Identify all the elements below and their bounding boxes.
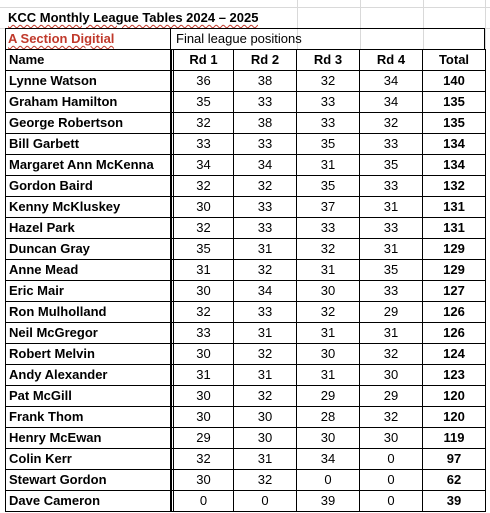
cell-rd2[interactable]: 0 [234, 491, 297, 511]
header-rd3[interactable]: Rd 3 [297, 50, 360, 70]
table-row [6, 449, 486, 470]
cell-rd4[interactable]: 29 [360, 386, 423, 406]
cell-total[interactable]: 129 [423, 239, 486, 259]
cell-rd1[interactable]: 32 [171, 449, 234, 469]
cell-rd4[interactable]: 33 [360, 176, 423, 196]
cell-rd2[interactable]: 33 [234, 92, 297, 112]
cell-rd2[interactable]: 30 [234, 407, 297, 427]
cell-total[interactable]: 127 [423, 281, 486, 301]
cell-rd1[interactable]: 30 [171, 197, 234, 217]
cell-rd4[interactable]: 0 [360, 470, 423, 490]
cell-total[interactable]: 132 [423, 176, 486, 196]
table-row [6, 260, 486, 281]
cell-rd2[interactable]: 38 [234, 113, 297, 133]
cell-total[interactable]: 131 [423, 218, 486, 238]
cell-rd2[interactable]: 32 [234, 386, 297, 406]
cell-rd4[interactable]: 33 [360, 281, 423, 301]
cell-rd4[interactable]: 32 [360, 344, 423, 364]
cell-rd1[interactable]: 30 [171, 344, 234, 364]
cell-rd2[interactable]: 34 [234, 281, 297, 301]
cell-rd2[interactable]: 32 [234, 344, 297, 364]
cell-rd1[interactable]: 30 [171, 281, 234, 301]
header-name[interactable]: Name [6, 50, 171, 70]
cell-rd4[interactable]: 34 [360, 92, 423, 112]
table-row [6, 155, 486, 176]
cell-rd3[interactable]: 30 [297, 281, 360, 301]
cell-name[interactable]: Colin Kerr [6, 449, 171, 469]
cell-total[interactable]: 140 [423, 71, 486, 91]
cell-total[interactable]: 126 [423, 323, 486, 343]
cell-rd4[interactable]: 32 [360, 113, 423, 133]
cell-total[interactable]: 134 [423, 155, 486, 175]
table-row [6, 197, 486, 218]
table-row [6, 386, 486, 407]
cell-rd2[interactable]: 31 [234, 365, 297, 385]
cell-rd3[interactable]: 30 [297, 344, 360, 364]
cell-rd4[interactable]: 31 [360, 239, 423, 259]
cell-rd1[interactable]: 30 [171, 470, 234, 490]
cell-rd1[interactable]: 0 [171, 491, 234, 511]
cell-rd3[interactable]: 32 [297, 71, 360, 91]
cell-rd3[interactable]: 33 [297, 92, 360, 112]
table-header-row [6, 50, 486, 71]
cell-rd3[interactable]: 37 [297, 197, 360, 217]
cell-total[interactable]: 135 [423, 92, 486, 112]
cell-rd1[interactable]: 35 [171, 239, 234, 259]
cell-name[interactable]: Stewart Gordon [6, 470, 171, 490]
cell-rd1[interactable]: 33 [171, 323, 234, 343]
cell-name[interactable]: Duncan Gray [6, 239, 171, 259]
cell-rd4[interactable]: 30 [360, 428, 423, 448]
cell-total[interactable]: 120 [423, 386, 486, 406]
cell-rd4[interactable]: 31 [360, 323, 423, 343]
cell-rd1[interactable]: 31 [171, 365, 234, 385]
table-row [6, 365, 486, 386]
table-row [6, 92, 486, 113]
cell-total[interactable]: 120 [423, 407, 486, 427]
cell-total[interactable]: 134 [423, 134, 486, 154]
cell-total[interactable]: 124 [423, 344, 486, 364]
cell-rd4[interactable]: 0 [360, 449, 423, 469]
cell-rd2[interactable]: 33 [234, 134, 297, 154]
cell-name[interactable]: Neil McGregor [6, 323, 171, 343]
cell-rd2[interactable]: 32 [234, 176, 297, 196]
cell-rd3[interactable]: 31 [297, 155, 360, 175]
cell-name[interactable]: Robert Melvin [6, 344, 171, 364]
cell-rd1[interactable]: 29 [171, 428, 234, 448]
cell-rd1[interactable]: 35 [171, 92, 234, 112]
cell-rd2[interactable]: 38 [234, 71, 297, 91]
cell-rd1[interactable]: 34 [171, 155, 234, 175]
cell-rd1[interactable]: 36 [171, 71, 234, 91]
cell-rd4[interactable]: 0 [360, 491, 423, 511]
cell-name[interactable]: Kenny McKluskey [6, 197, 171, 217]
cell-name[interactable]: Dave Cameron [6, 491, 171, 511]
cell-name[interactable]: Pat McGill [6, 386, 171, 406]
cell-rd3[interactable]: 33 [297, 218, 360, 238]
cell-rd3[interactable]: 31 [297, 323, 360, 343]
cell-rd4[interactable]: 30 [360, 365, 423, 385]
league-table [5, 49, 486, 512]
cell-total[interactable]: 39 [423, 491, 486, 511]
table-row [6, 470, 486, 491]
cell-name[interactable]: Hazel Park [6, 218, 171, 238]
cell-rd1[interactable]: 30 [171, 407, 234, 427]
table-row [6, 113, 486, 134]
cell-rd4[interactable]: 33 [360, 134, 423, 154]
cell-rd1[interactable]: 32 [171, 113, 234, 133]
cell-rd4[interactable]: 32 [360, 407, 423, 427]
header-rd1[interactable]: Rd 1 [171, 50, 234, 70]
cell-rd3[interactable]: 32 [297, 302, 360, 322]
header-total[interactable]: Total [423, 50, 486, 70]
cell-name[interactable]: Henry McEwan [6, 428, 171, 448]
cell-rd3[interactable]: 30 [297, 428, 360, 448]
cell-name[interactable]: Lynne Watson [6, 71, 171, 91]
table-row [6, 344, 486, 365]
cell-total[interactable]: 97 [423, 449, 486, 469]
cell-total[interactable]: 119 [423, 428, 486, 448]
cell-rd2[interactable]: 32 [234, 470, 297, 490]
cell-rd1[interactable]: 30 [171, 386, 234, 406]
cell-name[interactable]: George Robertson [6, 113, 171, 133]
cell-name[interactable]: Bill Garbett [6, 134, 171, 154]
title-row [0, 7, 490, 28]
cell-rd2[interactable]: 34 [234, 155, 297, 175]
section-label[interactable]: A Section Digitial [8, 31, 115, 46]
table-row [6, 491, 486, 512]
cell-rd3[interactable]: 31 [297, 260, 360, 280]
cell-name[interactable]: Andy Alexander [6, 365, 171, 385]
cell-name[interactable]: Frank Thom [6, 407, 171, 427]
cell-total[interactable]: 135 [423, 113, 486, 133]
table-row [6, 218, 486, 239]
cell-name[interactable]: Anne Mead [6, 260, 171, 280]
cell-rd3[interactable]: 32 [297, 239, 360, 259]
cell-rd1[interactable]: 31 [171, 260, 234, 280]
cell-rd3[interactable]: 31 [297, 365, 360, 385]
cell-total[interactable]: 129 [423, 260, 486, 280]
header-rd2[interactable]: Rd 2 [234, 50, 297, 70]
cell-name[interactable]: Eric Mair [6, 281, 171, 301]
cell-rd3[interactable]: 28 [297, 407, 360, 427]
cell-name[interactable]: Gordon Baird [6, 176, 171, 196]
cell-rd4[interactable]: 31 [360, 197, 423, 217]
cell-rd2[interactable]: 33 [234, 302, 297, 322]
cell-rd1[interactable]: 33 [171, 134, 234, 154]
cell-name[interactable]: Graham Hamilton [6, 92, 171, 112]
cell-rd2[interactable]: 30 [234, 428, 297, 448]
cell-rd3[interactable]: 35 [297, 134, 360, 154]
cell-total[interactable]: 131 [423, 197, 486, 217]
table-row [6, 323, 486, 344]
table-row [6, 302, 486, 323]
cell-total[interactable]: 123 [423, 365, 486, 385]
cell-rd2[interactable]: 31 [234, 449, 297, 469]
cell-rd3[interactable]: 33 [297, 113, 360, 133]
cell-rd2[interactable]: 32 [234, 260, 297, 280]
cell-total[interactable]: 62 [423, 470, 486, 490]
cell-rd2[interactable]: 33 [234, 197, 297, 217]
cell-rd4[interactable]: 35 [360, 260, 423, 280]
cell-rd3[interactable]: 29 [297, 386, 360, 406]
section-row [0, 28, 490, 49]
table-row [6, 428, 486, 449]
cell-rd3[interactable]: 0 [297, 470, 360, 490]
table-row [6, 134, 486, 155]
cell-rd4[interactable]: 33 [360, 218, 423, 238]
subtitle-label[interactable]: Final league positions [176, 31, 302, 46]
table-row [6, 239, 486, 260]
cell-rd4[interactable]: 35 [360, 155, 423, 175]
cell-rd3[interactable]: 34 [297, 449, 360, 469]
table-row [6, 281, 486, 302]
cell-rd4[interactable]: 29 [360, 302, 423, 322]
cell-name[interactable]: Ron Mulholland [6, 302, 171, 322]
cell-rd1[interactable]: 32 [171, 218, 234, 238]
table-row [6, 176, 486, 197]
page-title[interactable]: KCC Monthly League Tables 2024 – 2025 [8, 10, 259, 25]
cell-rd2[interactable]: 33 [234, 218, 297, 238]
cell-rd1[interactable]: 32 [171, 176, 234, 196]
cell-rd2[interactable]: 31 [234, 239, 297, 259]
header-rd4[interactable]: Rd 4 [360, 50, 423, 70]
cell-rd3[interactable]: 35 [297, 176, 360, 196]
cell-rd1[interactable]: 32 [171, 302, 234, 322]
table-body [6, 71, 486, 512]
cell-rd3[interactable]: 39 [297, 491, 360, 511]
cell-rd2[interactable]: 31 [234, 323, 297, 343]
cell-name[interactable]: Margaret Ann McKenna [6, 155, 171, 175]
table-row [6, 407, 486, 428]
cell-total[interactable]: 126 [423, 302, 486, 322]
table-row [6, 71, 486, 92]
cell-rd4[interactable]: 34 [360, 71, 423, 91]
